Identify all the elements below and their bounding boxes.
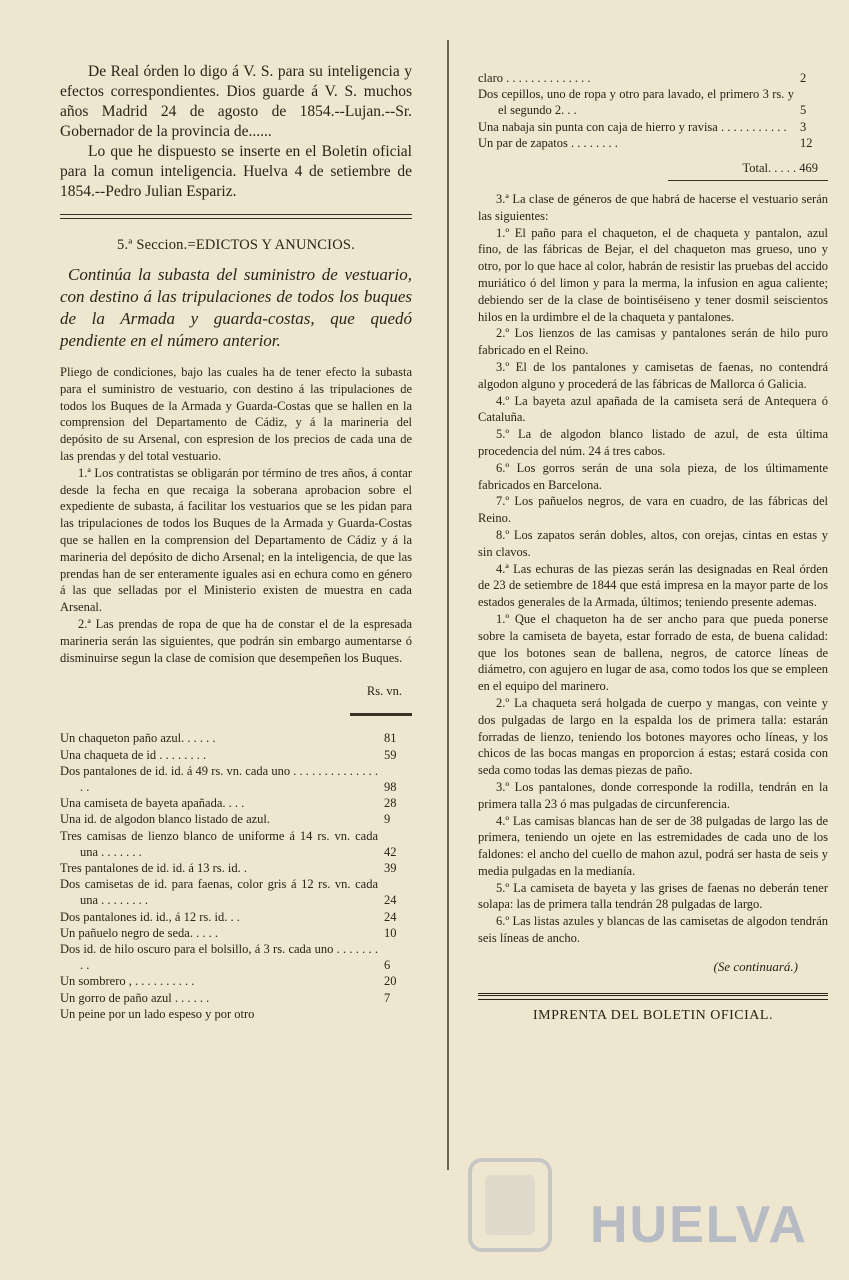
continued-note: (Se continuará.) xyxy=(713,958,798,974)
condition-2: 2.ª Las prendas de ropa de que ha de constar el de la espresada marineria serán las siguientes, que podrán sin embargo aumentarse ó disminuirse segun la clase de comision que desempeñen los Buques. xyxy=(60,616,412,665)
item-row: Un chaqueton paño azul. . . . . . 81 xyxy=(60,731,397,746)
item-text: Tres camisas de lienzo blanco de uniforme á 14 rs. vn. cada una . . . . . . . xyxy=(60,828,378,859)
item-text: Un gorro de paño azul . . . . . . xyxy=(60,990,210,1005)
right-column xyxy=(478,70,828,1024)
subcondition-paragraph: 2.º Los lienzos de las camisas y pantalones serán de hilo puro fabricado en el Reino. xyxy=(478,326,828,358)
imprenta-rule xyxy=(478,993,828,1000)
subcondition-paragraph: 4.º La bayeta azul apañada de la camiseta será de Antequera ó Cataluña. xyxy=(478,393,828,425)
subcondition-paragraph: 7.º Los pañuelos negros, de vara en cuadro, de las fábricas del Reino. xyxy=(478,494,828,526)
item-row: Un pañuelo negro de seda. . . . . 10 xyxy=(60,925,397,940)
section-rule xyxy=(60,214,412,215)
item-text: Dos cepillos, uno de ropa y otro para lavado, el primero 3 rs. y el segundo 2. . . xyxy=(478,87,794,118)
left-column xyxy=(60,62,412,1022)
item-row: Una chaqueta de id . . . . . . . . 59 xyxy=(60,747,397,762)
item-text: Dos pantalones de id. id. á 49 rs. vn. cada uno . . . . . . . . . . . . . . . . xyxy=(60,763,378,794)
item-text: Un sombrero , . . . . . . . . . . xyxy=(60,974,195,989)
subcondition-paragraph: 1.º El paño para el chaqueton, el de chaqueta y pantalon, azul fino, de las fábricas de Bejar, el del chaqueton mas grueso, uno y otro, por lo que hace al color, habrán de resistir las pruebas del accido muriático ó del limon y para la merma, la infusion en agua caliente; debiendo ser de la clase de bointiséiseno y tener dosmil seiscientos hilos en la urdimbre el de la chaqueta y pantalones. xyxy=(478,225,828,324)
item-text: Una nabaja sin punta con caja de hierro y ravisa . . . . . . . . . . . xyxy=(478,119,787,134)
item-row: Dos pantalones de id. id. á 49 rs. vn. cada uno . . . . . . . . . . . . . . . . 98 xyxy=(60,763,397,794)
item-row: Tres pantalones de id. id. á 13 rs. id. . 39 xyxy=(60,860,397,875)
item-row: Un gorro de paño azul . . . . . . 7 xyxy=(60,990,391,1005)
item-row: Una nabaja sin punta con caja de hierro y ravisa . . . . . . . . . . . 3 xyxy=(478,119,807,134)
subcondition-paragraph: 3.º El de los pantalones y camisetas de faenas, no contendrá algodon alguno y procederá de las fábricas de Mallorca ó Galicia. xyxy=(478,359,828,391)
item-row: Una camiseta de bayeta apañada. . . . 28 xyxy=(60,796,397,811)
tailoring-subconditions xyxy=(478,611,828,947)
condition-1: 1.ª Los contratistas se obligarán por término de tres años, á contar desde la fecha en que recaiga la soberana aprobacion sobre el expediente de subasta, á facilitar los vestuarios que se les pidan para las tripulaciones de todos los Buques de la Armada y Guarda-Costas que se hallen en la comprension del Departamento de Cádiz y á la marineria del depósito de dicho Arsenal; en la inteligencia, de que las prendas han de ser enteramente iguales asi en echura como en género á las que selladas por el Ministerio existen de muestra en cada Arsenal. xyxy=(60,465,412,615)
item-row: Tres camisas de lienzo blanco de uniforme á 14 rs. vn. cada una . . . . . . . 42 xyxy=(60,828,397,859)
subcondition-paragraph: 4.º Las camisas blancas han de ser de 38 pulgadas de largo las de primera, teniendo un ojete en las estremidades de cada uno de los faldones: el ancho del cuello de mahon azul, podrá ser hasta de seis y media pulgadas en la medianía. xyxy=(478,813,828,878)
italic-heading: Continúa la subasta del suministro de vestuario, con destino á las tripulaciones de todos los buques de la Armada y guarda-costas, que quedó pendiente en el número anterior. xyxy=(60,265,412,350)
item-text: Una id. de algodon blanco listado de azul. xyxy=(60,812,271,827)
condition-3: 3.ª La clase de géneros de que habrá de hacerse el vestuario serán las siguientes: xyxy=(478,192,828,223)
pliego-paragraph: Pliego de condiciones, bajo las cuales ha de tener efecto la subasta para el suministro de vestuario, con destino á las tripulaciones de todos los Buques de la Armada y Guarda-Costas que se hallen en la comprension del Departamento de Cádiz, y á la marineria del depósito de su Arsenal, con espresion de los precios de cada una de las prendas y del total vestuario. xyxy=(60,365,412,463)
item-text: Dos pantalones id. id., á 12 rs. id. . . xyxy=(60,909,240,924)
item-row: Dos camisetas de id. para faenas, color gris á 12 rs. vn. cada una . . . . . . . . 24 xyxy=(60,877,397,908)
subcondition-paragraph: 8.º Los zapatos serán dobles, altos, con orejas, cintas en estas y sin clavos. xyxy=(478,527,828,559)
item-text: Una chaqueta de id . . . . . . . . xyxy=(60,747,207,762)
clothing-items-list xyxy=(60,730,412,1022)
subcondition-paragraph: 5.º La camiseta de bayeta y las grises de faenas no deberán tener solapa: las de primera talla tendrán 28 pulgadas de largo. xyxy=(478,880,828,912)
total-line: Total. . . . . 469 xyxy=(742,161,818,176)
subcondition-paragraph: 6.º Las listas azules y blancas de las camisetas de algodon tendrán seis líneas de ancho. xyxy=(478,914,828,946)
section-title: 5.ª Seccion.=EDICTOS Y ANUNCIOS. xyxy=(117,237,355,253)
item-row: Un sombrero , . . . . . . . . . . 20 xyxy=(60,974,397,989)
fabric-subconditions xyxy=(478,225,828,561)
item-text: Un peine por un lado espeso y por otro xyxy=(60,1006,255,1021)
subcondition-paragraph: 5.º La de algodon blanco listado de azul, de esta última procedencia del núm. 24 á tres cabos. xyxy=(478,427,828,458)
clothing-items-list-continued xyxy=(478,70,828,151)
subcondition-paragraph: 2.º La chaqueta será holgada de cuerpo y mangas, con veinte y dos pulgadas de largo en la espalda los de primera talla: estarán forradas de lienzo, teniendo los botones mayores ocho líneas, y los chicos de las bocas mangas en proporcion á estas; estará cosida con seda como todas las demas piezas de paño. xyxy=(478,695,828,778)
intro-paragraph-1: De Real órden lo digo á V. S. para su inteligencia y efectos correspondientes. Dios guarde á V. S. muchos años Madrid 24 de agosto de 1854.--Lujan.--Sr. Gobernador de la provincia de...... xyxy=(60,63,412,140)
intro-paragraph-2: Lo que he dispuesto se inserte en el Boletin oficial para la comun inteligencia. Huelva 4 de setiembre de 1854.--Pedro Julian Espariz. xyxy=(60,143,412,200)
subcondition-paragraph: 1.º Que el chaqueton ha de ser ancho para que pueda ponerse sobre la camiseta de bayeta, estar forrado de esta, de buena calidad: que los botones sean de ballena, negros, de catorce líneas de diámetro, con agujero en lugar de asa, como todos los que se empleen en el equipo del marinero. xyxy=(478,611,828,694)
rs-rule xyxy=(350,713,412,716)
item-text: Una camiseta de bayeta apañada. . . . xyxy=(60,796,245,811)
item-row: Una id. de algodon blanco listado de azul. 9 xyxy=(60,812,391,827)
watermark-text: HUELVA xyxy=(590,1196,809,1254)
total-rule xyxy=(668,180,828,181)
item-text: Dos id. de hilo oscuro para el bolsillo, á 3 rs. cada uno . . . . . . . . . xyxy=(60,941,378,973)
item-row: claro . . . . . . . . . . . . . . 2 xyxy=(478,71,807,85)
rs-vn-header: Rs. vn. xyxy=(366,684,402,699)
item-text: Dos camisetas de id. para faenas, color gris á 12 rs. vn. cada una . . . . . . . . xyxy=(60,877,378,908)
subcondition-paragraph: 6.º Los gorros serán de una sola pieza, de los últimamente fabricados en Barcelona. xyxy=(478,460,828,492)
item-text: Un chaqueton paño azul. . . . . . xyxy=(60,731,216,746)
item-text: Tres pantalones de id. id. á 13 rs. id. . xyxy=(60,860,248,875)
subcondition-paragraph: 3.º Los pantalones, donde corresponde la rodilla, tendrán en la primera talla 23 ó mas pulgadas de circunferencia. xyxy=(478,779,828,811)
column-divider xyxy=(447,40,449,1170)
imprenta-footer: IMPRENTA DEL BOLETIN OFICIAL. xyxy=(533,1007,773,1023)
item-row: Dos pantalones id. id., á 12 rs. id. . . 24 xyxy=(60,909,397,924)
item-text: Un par de zapatos . . . . . . . . xyxy=(478,135,618,150)
condition-4: 4.ª Las echuras de las piezas serán las designadas en Real órden de 23 de setiembre de 1844 que está impresa en la mayor parte de los estados generales de la Armada, últimos; teniendo presente ademas. xyxy=(478,561,828,610)
item-text: Un pañuelo negro de seda. . . . . xyxy=(60,925,218,940)
item-row: Dos id. de hilo oscuro para el bolsillo, á 3 rs. cada uno . . . . . . . . . 6 xyxy=(60,941,391,973)
item-row: Dos cepillos, uno de ropa y otro para lavado, el primero 3 rs. y el segundo 2. . . 5 xyxy=(478,87,807,118)
item-row xyxy=(60,1006,412,1022)
item-row: Un par de zapatos . . . . . . . . 12 xyxy=(478,135,813,150)
item-text: claro . . . . . . . . . . . . . . xyxy=(478,71,591,85)
section-rule-thin xyxy=(60,218,412,219)
